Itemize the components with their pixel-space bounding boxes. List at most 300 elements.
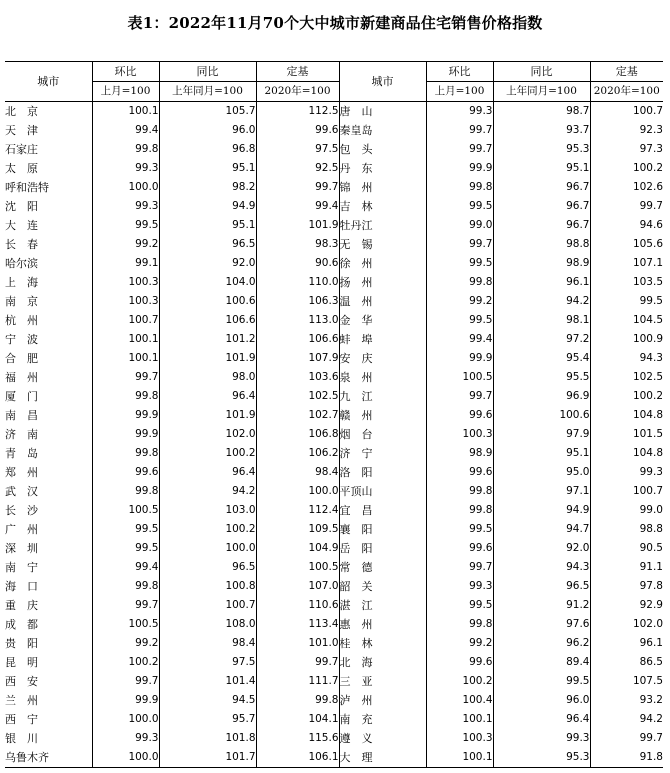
left-mom-value-cell: 100.2	[92, 653, 159, 672]
table-row	[5, 406, 663, 425]
left-base-value-cell: 106.8	[256, 425, 339, 444]
right-yoy-value-cell: 100.6	[493, 406, 590, 425]
right-mom-value-cell: 99.0	[426, 216, 493, 235]
city-header-left: 城市	[5, 62, 92, 102]
left-city-cell: 青 岛	[5, 447, 38, 460]
mom-subheader-left: 上月=100	[92, 82, 159, 102]
right-yoy-value-cell: 95.3	[493, 140, 590, 159]
right-base-value-cell: 102.6	[590, 178, 663, 197]
right-mom-value-cell: 100.1	[426, 748, 493, 768]
right-base-value-cell: 100.7	[590, 482, 663, 501]
left-yoy-value-cell: 101.7	[159, 748, 256, 768]
right-mom-value-cell: 99.2	[426, 634, 493, 653]
left-city-cell: 乌鲁木齐	[5, 748, 92, 768]
left-base-value-cell: 110.6	[256, 596, 339, 615]
left-yoy-value-cell: 102.0	[159, 425, 256, 444]
left-city-cell: 哈尔滨	[5, 257, 38, 270]
right-yoy-value-cell: 97.2	[493, 330, 590, 349]
right-mom-value-cell: 99.7	[426, 121, 493, 140]
right-yoy-value-cell: 98.8	[493, 235, 590, 254]
right-mom-value-cell: 99.8	[426, 615, 493, 634]
left-city-cell: 济 南	[5, 428, 38, 441]
left-city-cell: 南 宁	[5, 561, 38, 574]
left-base-value-cell: 103.6	[256, 368, 339, 387]
left-mom-value-cell: 99.8	[92, 140, 159, 159]
right-yoy-value-cell: 99.3	[493, 729, 590, 748]
right-city-cell: 大 理	[339, 748, 426, 768]
left-yoy-value-cell: 100.2	[159, 520, 256, 539]
right-yoy-value-cell: 94.7	[493, 520, 590, 539]
left-city-cell: 厦 门	[5, 390, 38, 403]
left-yoy-value-cell: 100.0	[159, 539, 256, 558]
table-row	[5, 368, 663, 387]
table-row	[5, 634, 663, 653]
right-city-cell: 吉 林	[339, 197, 426, 216]
left-city-cell: 昆 明	[5, 656, 38, 669]
right-yoy-value-cell: 96.7	[493, 178, 590, 197]
right-mom-value-cell: 100.3	[426, 729, 493, 748]
table-row	[5, 520, 663, 539]
table-row	[5, 748, 663, 768]
table-row	[5, 539, 663, 558]
table-row	[5, 140, 663, 159]
table-row	[5, 349, 663, 368]
table-title: 表1：2022年11月70个大中城市新建商品住宅销售价格指数	[127, 14, 543, 32]
left-mom-value-cell: 99.9	[92, 425, 159, 444]
left-mom-value-cell: 100.7	[92, 311, 159, 330]
left-yoy-value-cell: 96.8	[159, 140, 256, 159]
right-mom-value-cell: 99.6	[426, 406, 493, 425]
left-mom-value-cell: 99.6	[92, 463, 159, 482]
left-base-value-cell: 101.9	[256, 216, 339, 235]
left-city-cell: 北 京	[5, 105, 38, 118]
right-base-value-cell: 104.8	[590, 444, 663, 463]
left-mom-value-cell: 100.5	[92, 501, 159, 520]
left-base-value-cell: 99.4	[256, 197, 339, 216]
left-mom-value-cell: 100.3	[92, 273, 159, 292]
left-city-cell: 合 肥	[5, 352, 38, 365]
mom-header-right: 环比	[426, 62, 493, 82]
left-mom-value-cell: 99.3	[92, 729, 159, 748]
right-city-cell: 岳 阳	[339, 539, 426, 558]
right-base-value-cell: 104.8	[590, 406, 663, 425]
right-city-cell: 锦 州	[339, 178, 426, 197]
left-mom-value-cell: 99.5	[92, 539, 159, 558]
left-city-cell: 西 安	[5, 675, 38, 688]
left-base-value-cell: 106.6	[256, 330, 339, 349]
left-base-value-cell: 115.6	[256, 729, 339, 748]
left-mom-value-cell: 99.5	[92, 216, 159, 235]
right-mom-value-cell: 99.8	[426, 482, 493, 501]
right-mom-value-cell: 99.6	[426, 539, 493, 558]
left-base-value-cell: 100.5	[256, 558, 339, 577]
right-yoy-value-cell: 98.1	[493, 311, 590, 330]
header-row-2	[5, 82, 663, 102]
left-city-cell: 广 州	[5, 523, 38, 536]
left-yoy-value-cell: 98.0	[159, 368, 256, 387]
left-city-cell: 深 圳	[5, 542, 38, 555]
left-city-cell: 天 津	[5, 124, 38, 137]
base-header-right: 定基	[590, 62, 663, 82]
left-mom-value-cell: 99.5	[92, 520, 159, 539]
right-mom-value-cell: 99.6	[426, 653, 493, 672]
right-mom-value-cell: 99.5	[426, 311, 493, 330]
left-mom-value-cell: 100.0	[92, 748, 159, 768]
left-yoy-value-cell: 98.4	[159, 634, 256, 653]
left-yoy-value-cell: 100.8	[159, 577, 256, 596]
left-city-cell: 大 连	[5, 219, 38, 232]
right-city-cell: 遵 义	[339, 729, 426, 748]
right-base-value-cell: 91.1	[590, 558, 663, 577]
left-base-value-cell: 99.7	[256, 178, 339, 197]
left-base-value-cell: 101.0	[256, 634, 339, 653]
table-row	[5, 501, 663, 520]
right-city-cell: 南 充	[339, 710, 426, 729]
table-row	[5, 254, 663, 273]
left-mom-value-cell: 99.3	[92, 197, 159, 216]
left-yoy-value-cell: 101.9	[159, 349, 256, 368]
right-mom-value-cell: 99.2	[426, 292, 493, 311]
right-base-value-cell: 86.5	[590, 653, 663, 672]
right-base-value-cell: 107.5	[590, 672, 663, 691]
right-yoy-value-cell: 97.6	[493, 615, 590, 634]
left-yoy-value-cell: 94.9	[159, 197, 256, 216]
right-yoy-value-cell: 96.9	[493, 387, 590, 406]
right-base-value-cell: 99.5	[590, 292, 663, 311]
left-mom-value-cell: 99.7	[92, 672, 159, 691]
right-yoy-value-cell: 97.9	[493, 425, 590, 444]
left-base-value-cell: 113.4	[256, 615, 339, 634]
left-mom-value-cell: 99.1	[92, 254, 159, 273]
right-yoy-value-cell: 97.1	[493, 482, 590, 501]
left-yoy-value-cell: 100.6	[159, 292, 256, 311]
left-yoy-value-cell: 96.4	[159, 387, 256, 406]
left-mom-value-cell: 99.4	[92, 558, 159, 577]
left-city-cell: 银 川	[5, 732, 38, 745]
right-base-value-cell: 102.5	[590, 368, 663, 387]
right-yoy-value-cell: 98.7	[493, 102, 590, 122]
right-yoy-value-cell: 95.3	[493, 748, 590, 768]
right-city-cell: 泸 州	[339, 691, 426, 710]
left-city-cell: 长 沙	[5, 504, 38, 517]
table-row	[5, 577, 663, 596]
left-city-cell: 成 都	[5, 618, 38, 631]
right-city-cell: 平顶山	[339, 482, 426, 501]
right-city-cell: 秦皇岛	[339, 121, 426, 140]
right-yoy-value-cell: 95.0	[493, 463, 590, 482]
right-mom-value-cell: 99.8	[426, 178, 493, 197]
left-yoy-value-cell: 101.9	[159, 406, 256, 425]
right-mom-value-cell: 99.7	[426, 235, 493, 254]
left-city-cell: 福 州	[5, 371, 38, 384]
yoy-subheader-left: 上年同月=100	[159, 82, 256, 102]
right-base-value-cell: 91.8	[590, 748, 663, 768]
left-yoy-value-cell: 106.6	[159, 311, 256, 330]
left-base-value-cell: 90.6	[256, 254, 339, 273]
right-mom-value-cell: 100.4	[426, 691, 493, 710]
left-base-value-cell: 104.9	[256, 539, 339, 558]
left-mom-value-cell: 99.8	[92, 482, 159, 501]
left-city-cell: 南 昌	[5, 409, 38, 422]
left-city-cell: 兰 州	[5, 694, 38, 707]
table-row	[5, 235, 663, 254]
table-row	[5, 596, 663, 615]
right-yoy-value-cell: 95.1	[493, 159, 590, 178]
left-yoy-value-cell: 105.7	[159, 102, 256, 122]
right-yoy-value-cell: 95.5	[493, 368, 590, 387]
right-yoy-value-cell: 99.5	[493, 672, 590, 691]
right-city-cell: 九 江	[339, 387, 426, 406]
right-city-cell: 蚌 埠	[339, 330, 426, 349]
table-body	[5, 102, 663, 768]
right-city-cell: 包 头	[339, 140, 426, 159]
right-base-value-cell: 100.7	[590, 102, 663, 122]
left-city-cell: 西 宁	[5, 713, 38, 726]
left-city-cell: 沈 阳	[5, 200, 38, 213]
right-city-cell: 湛 江	[339, 596, 426, 615]
right-yoy-value-cell: 95.1	[493, 444, 590, 463]
left-city-cell: 南 京	[5, 295, 38, 308]
right-mom-value-cell: 100.5	[426, 368, 493, 387]
right-city-cell: 泉 州	[339, 368, 426, 387]
right-base-value-cell: 94.2	[590, 710, 663, 729]
right-mom-value-cell: 100.1	[426, 710, 493, 729]
left-base-value-cell: 104.1	[256, 710, 339, 729]
left-city-cell: 上 海	[5, 276, 38, 289]
left-city-cell: 宁 波	[5, 333, 38, 346]
right-mom-value-cell: 99.6	[426, 463, 493, 482]
right-base-value-cell: 99.7	[590, 729, 663, 748]
left-base-value-cell: 107.9	[256, 349, 339, 368]
left-mom-value-cell: 100.5	[92, 615, 159, 634]
table-row	[5, 311, 663, 330]
right-city-cell: 无 锡	[339, 235, 426, 254]
left-yoy-value-cell: 101.2	[159, 330, 256, 349]
mom-subheader-right: 上月=100	[426, 82, 493, 102]
right-mom-value-cell: 99.3	[426, 577, 493, 596]
left-base-value-cell: 111.7	[256, 672, 339, 691]
left-base-value-cell: 102.7	[256, 406, 339, 425]
table-row	[5, 615, 663, 634]
left-mom-value-cell: 99.3	[92, 159, 159, 178]
right-yoy-value-cell: 94.2	[493, 292, 590, 311]
left-base-value-cell: 98.4	[256, 463, 339, 482]
right-yoy-value-cell: 92.0	[493, 539, 590, 558]
left-base-value-cell: 113.0	[256, 311, 339, 330]
base-subheader-right: 2020年=100	[590, 82, 663, 102]
left-base-value-cell: 97.5	[256, 140, 339, 159]
header-row-1	[5, 62, 663, 82]
left-city-cell: 太 原	[5, 162, 38, 175]
left-yoy-value-cell: 108.0	[159, 615, 256, 634]
table-row	[5, 691, 663, 710]
right-base-value-cell: 99.7	[590, 197, 663, 216]
left-city-cell: 石家庄	[5, 143, 38, 156]
left-yoy-value-cell: 96.5	[159, 558, 256, 577]
right-city-cell: 烟 台	[339, 425, 426, 444]
city-header-right: 城市	[339, 62, 426, 102]
left-base-value-cell: 99.8	[256, 691, 339, 710]
left-city-cell: 杭 州	[5, 314, 38, 327]
base-header-left: 定基	[256, 62, 339, 82]
right-city-cell: 济 宁	[339, 444, 426, 463]
left-mom-value-cell: 100.1	[92, 102, 159, 122]
right-base-value-cell: 102.0	[590, 615, 663, 634]
left-yoy-value-cell: 95.1	[159, 159, 256, 178]
left-mom-value-cell: 100.0	[92, 710, 159, 729]
table-row	[5, 387, 663, 406]
right-city-cell: 唐 山	[339, 102, 426, 122]
table-row	[5, 216, 663, 235]
right-city-cell: 安 庆	[339, 349, 426, 368]
right-base-value-cell: 97.8	[590, 577, 663, 596]
right-yoy-value-cell: 96.0	[493, 691, 590, 710]
table-row	[5, 425, 663, 444]
right-base-value-cell: 100.9	[590, 330, 663, 349]
left-yoy-value-cell: 94.5	[159, 691, 256, 710]
right-base-value-cell: 104.5	[590, 311, 663, 330]
right-city-cell: 韶 关	[339, 577, 426, 596]
right-base-value-cell: 92.9	[590, 596, 663, 615]
left-city-cell: 呼和浩特	[5, 181, 49, 194]
right-base-value-cell: 100.2	[590, 159, 663, 178]
right-city-cell: 丹 东	[339, 159, 426, 178]
table-row	[5, 330, 663, 349]
left-city-cell: 长 春	[5, 238, 38, 251]
right-city-cell: 扬 州	[339, 273, 426, 292]
left-mom-value-cell: 99.2	[92, 235, 159, 254]
left-mom-value-cell: 99.2	[92, 634, 159, 653]
right-base-value-cell: 93.2	[590, 691, 663, 710]
table-row	[5, 178, 663, 197]
right-mom-value-cell: 99.5	[426, 197, 493, 216]
table-row	[5, 159, 663, 178]
left-yoy-value-cell: 96.0	[159, 121, 256, 140]
left-yoy-value-cell: 103.0	[159, 501, 256, 520]
left-mom-value-cell: 100.0	[92, 178, 159, 197]
right-base-value-cell: 92.3	[590, 121, 663, 140]
table-row	[5, 463, 663, 482]
table-row	[5, 729, 663, 748]
left-mom-value-cell: 100.1	[92, 330, 159, 349]
right-city-cell: 温 州	[339, 292, 426, 311]
left-yoy-value-cell: 100.2	[159, 444, 256, 463]
right-city-cell: 三 亚	[339, 672, 426, 691]
table-row	[5, 710, 663, 729]
right-city-cell: 徐 州	[339, 254, 426, 273]
right-base-value-cell: 90.5	[590, 539, 663, 558]
left-mom-value-cell: 99.9	[92, 691, 159, 710]
left-mom-value-cell: 99.7	[92, 368, 159, 387]
right-mom-value-cell: 99.4	[426, 330, 493, 349]
right-mom-value-cell: 98.9	[426, 444, 493, 463]
left-yoy-value-cell: 92.0	[159, 254, 256, 273]
left-base-value-cell: 98.3	[256, 235, 339, 254]
right-base-value-cell: 94.6	[590, 216, 663, 235]
right-mom-value-cell: 99.7	[426, 140, 493, 159]
right-city-cell: 金 华	[339, 311, 426, 330]
right-mom-value-cell: 99.5	[426, 520, 493, 539]
left-yoy-value-cell: 104.0	[159, 273, 256, 292]
right-yoy-value-cell: 93.7	[493, 121, 590, 140]
right-yoy-value-cell: 98.9	[493, 254, 590, 273]
left-city-cell: 武 汉	[5, 485, 38, 498]
table-row	[5, 672, 663, 691]
left-base-value-cell: 92.5	[256, 159, 339, 178]
table-row	[5, 102, 663, 122]
right-city-cell: 桂 林	[339, 634, 426, 653]
left-yoy-value-cell: 101.8	[159, 729, 256, 748]
table-row	[5, 292, 663, 311]
right-yoy-value-cell: 96.5	[493, 577, 590, 596]
left-base-value-cell: 107.0	[256, 577, 339, 596]
left-base-value-cell: 99.6	[256, 121, 339, 140]
right-city-cell: 北 海	[339, 653, 426, 672]
left-yoy-value-cell: 101.4	[159, 672, 256, 691]
right-yoy-value-cell: 96.7	[493, 216, 590, 235]
table-row	[5, 121, 663, 140]
right-mom-value-cell: 100.3	[426, 425, 493, 444]
yoy-header-left: 同比	[159, 62, 256, 82]
left-yoy-value-cell: 96.5	[159, 235, 256, 254]
right-yoy-value-cell: 89.4	[493, 653, 590, 672]
left-base-value-cell: 99.7	[256, 653, 339, 672]
right-mom-value-cell: 99.5	[426, 254, 493, 273]
left-mom-value-cell: 100.1	[92, 349, 159, 368]
right-yoy-value-cell: 96.7	[493, 197, 590, 216]
left-mom-value-cell: 99.8	[92, 444, 159, 463]
left-base-value-cell: 109.5	[256, 520, 339, 539]
left-mom-value-cell: 99.9	[92, 406, 159, 425]
right-city-cell: 牡丹江	[339, 216, 426, 235]
right-city-cell: 宜 昌	[339, 501, 426, 520]
right-yoy-value-cell: 96.4	[493, 710, 590, 729]
right-base-value-cell: 100.2	[590, 387, 663, 406]
right-mom-value-cell: 100.2	[426, 672, 493, 691]
left-mom-value-cell: 99.4	[92, 121, 159, 140]
right-mom-value-cell: 99.7	[426, 387, 493, 406]
right-city-cell: 襄 阳	[339, 520, 426, 539]
right-base-value-cell: 94.3	[590, 349, 663, 368]
right-base-value-cell: 101.5	[590, 425, 663, 444]
right-mom-value-cell: 99.5	[426, 596, 493, 615]
table-row	[5, 558, 663, 577]
right-yoy-value-cell: 94.3	[493, 558, 590, 577]
left-mom-value-cell: 100.3	[92, 292, 159, 311]
right-base-value-cell: 99.3	[590, 463, 663, 482]
right-yoy-value-cell: 95.4	[493, 349, 590, 368]
right-yoy-value-cell: 91.2	[493, 596, 590, 615]
base-subheader-left: 2020年=100	[256, 82, 339, 102]
yoy-subheader-right: 上年同月=100	[493, 82, 590, 102]
right-base-value-cell: 97.3	[590, 140, 663, 159]
left-yoy-value-cell: 96.4	[159, 463, 256, 482]
left-base-value-cell: 102.5	[256, 387, 339, 406]
right-mom-value-cell: 99.9	[426, 349, 493, 368]
right-base-value-cell: 103.5	[590, 273, 663, 292]
right-base-value-cell: 96.1	[590, 634, 663, 653]
left-yoy-value-cell: 98.2	[159, 178, 256, 197]
right-mom-value-cell: 99.9	[426, 159, 493, 178]
table-row	[5, 653, 663, 672]
right-yoy-value-cell: 96.1	[493, 273, 590, 292]
left-yoy-value-cell: 97.5	[159, 653, 256, 672]
left-mom-value-cell: 99.7	[92, 596, 159, 615]
right-mom-value-cell: 99.3	[426, 102, 493, 122]
right-mom-value-cell: 99.7	[426, 558, 493, 577]
right-yoy-value-cell: 94.9	[493, 501, 590, 520]
table-row	[5, 444, 663, 463]
